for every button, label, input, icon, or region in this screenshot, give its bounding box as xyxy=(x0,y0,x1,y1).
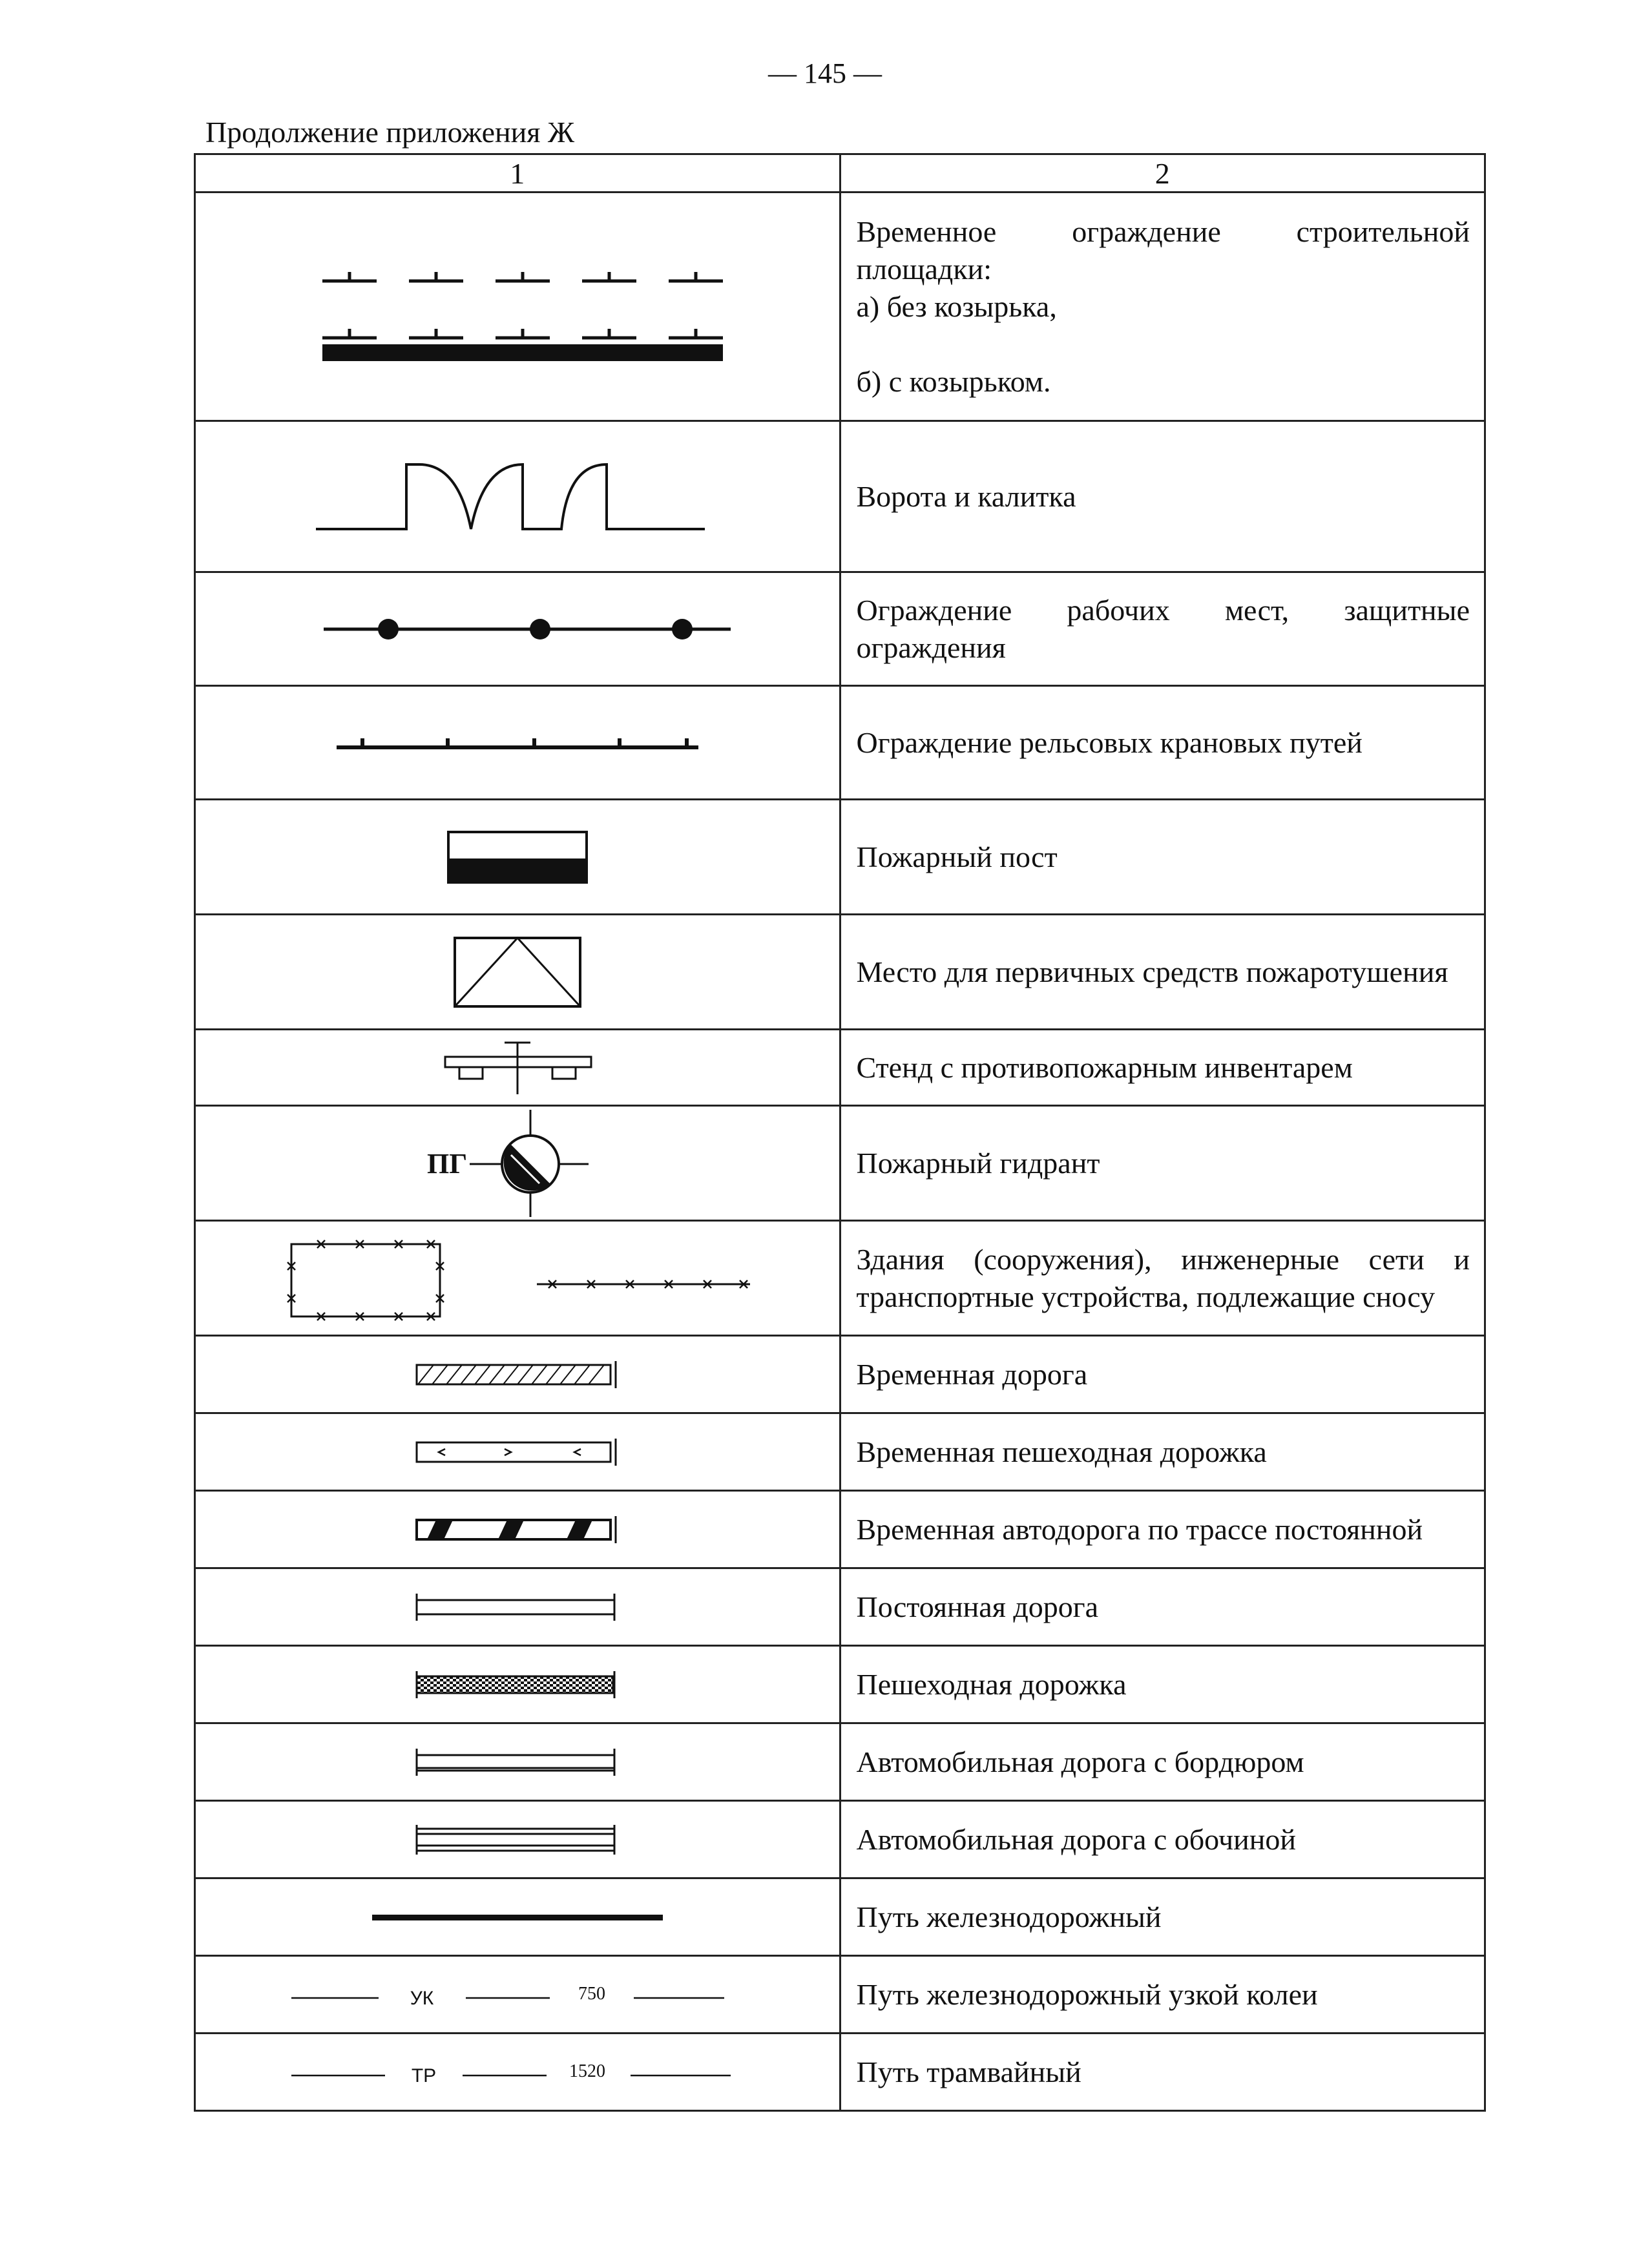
symbol-cell xyxy=(195,2034,841,2111)
symbol-cell xyxy=(195,686,841,800)
gauge-label: УК xyxy=(410,1987,434,2009)
crane-rail-fence-symbol xyxy=(291,727,744,759)
gauge-value: 1520 xyxy=(569,2061,605,2081)
column-header-1: 1 xyxy=(195,154,841,192)
page-number: — 145 — xyxy=(768,57,882,89)
temporary-motor-road-symbol xyxy=(414,1514,621,1546)
workplace-fence-symbol xyxy=(291,610,744,649)
table-row xyxy=(195,1801,1485,1878)
row-description: Временная дорога xyxy=(840,1336,1485,1413)
symbol-cell xyxy=(195,1221,841,1336)
pedestrian-path-symbol xyxy=(414,1669,621,1701)
row-description: Ворота и калитка xyxy=(840,421,1485,572)
row-description: Пешеходная дорожка xyxy=(840,1646,1485,1723)
gauge-value: 750 xyxy=(578,1983,605,2004)
table-row xyxy=(195,1491,1485,1568)
symbol-cell xyxy=(195,1878,841,1956)
symbol-cell xyxy=(195,1568,841,1646)
table-row xyxy=(195,1646,1485,1723)
symbol-cell xyxy=(195,800,841,915)
row-description: Временная автодорога по трассе постоянной xyxy=(840,1491,1485,1568)
temporary-fence-symbol xyxy=(291,242,744,371)
row-description: Временная пешеходная дорожка xyxy=(840,1413,1485,1491)
row-description: Автомобильная дорога с обочиной xyxy=(840,1801,1485,1878)
row-description: Путь железнодорожный узкой колеи xyxy=(840,1956,1485,2034)
row-description: Пожарный пост xyxy=(840,800,1485,915)
column-header-2: 2 xyxy=(840,154,1485,192)
table-row xyxy=(195,572,1485,686)
fire-post-symbol xyxy=(446,830,589,884)
symbol-cell xyxy=(195,1336,841,1413)
table-row xyxy=(195,1336,1485,1413)
table-row xyxy=(195,1956,1485,2034)
railway-symbol xyxy=(356,1908,679,1927)
row-description: Стенд с противопожарным инвентарем xyxy=(840,1030,1485,1106)
symbol-cell xyxy=(195,1801,841,1878)
symbol-cell xyxy=(195,421,841,572)
fire-extinguishing-place-symbol xyxy=(453,936,582,1008)
gauge-label: ТР xyxy=(411,2065,436,2086)
table-row xyxy=(195,1568,1485,1646)
symbol-cell xyxy=(195,192,841,421)
symbol-cell xyxy=(195,1030,841,1106)
row-description: Постоянная дорога xyxy=(840,1568,1485,1646)
road-with-curb-symbol xyxy=(414,1746,621,1778)
table-row xyxy=(195,1723,1485,1801)
table-row xyxy=(195,1221,1485,1336)
narrow-gauge-railway-symbol xyxy=(285,1979,750,2011)
row-description: Путь трамвайный xyxy=(840,2034,1485,2111)
symbol-cell xyxy=(195,572,841,686)
symbol-cell xyxy=(195,1956,841,2034)
appendix-caption: Продолжение приложения Ж xyxy=(205,116,575,149)
row-description: Автомобильная дорога с бордюром xyxy=(840,1723,1485,1801)
row-description: Здания (сооружения), инженерные сети и транспортные устройства, подлежащие сносу xyxy=(840,1221,1485,1336)
road-with-shoulder-symbol xyxy=(414,1824,621,1856)
table-row xyxy=(195,800,1485,915)
temporary-pedestrian-path-symbol xyxy=(414,1436,621,1468)
permanent-road-symbol xyxy=(414,1591,621,1623)
table-row xyxy=(195,421,1485,572)
legend-table xyxy=(194,153,1486,2112)
row-description: Пожарный гидрант xyxy=(840,1106,1485,1221)
hydrant-label: ПГ xyxy=(426,1147,467,1180)
header-row xyxy=(195,154,1485,192)
table-row xyxy=(195,2034,1485,2111)
row-description: Путь железнодорожный xyxy=(840,1878,1485,1956)
table-row xyxy=(195,1106,1485,1221)
symbol-cell xyxy=(195,1491,841,1568)
row-description: Место для первичных средств пожаротушения xyxy=(840,915,1485,1030)
fire-hydrant-symbol xyxy=(427,1108,608,1218)
row-description: Временное ограждение строительной площадки: а) без козырька, б) с козырьком. xyxy=(840,192,1485,421)
symbol-cell xyxy=(195,1413,841,1491)
fire-equipment-stand-symbol xyxy=(440,1039,595,1097)
demolition-symbol xyxy=(253,1230,782,1327)
symbol-cell xyxy=(195,1723,841,1801)
table-row xyxy=(195,1030,1485,1106)
table-row xyxy=(195,686,1485,800)
symbol-cell xyxy=(195,1646,841,1723)
symbol-cell xyxy=(195,1106,841,1221)
gate-and-wicket-symbol xyxy=(291,452,744,542)
table-row xyxy=(195,915,1485,1030)
symbol-cell xyxy=(195,915,841,1030)
temporary-road-symbol xyxy=(414,1358,621,1391)
row-description: Ограждение рельсовых крановых путей xyxy=(840,686,1485,800)
tram-track-symbol xyxy=(285,2056,750,2088)
row-description: Ограждение рабочих мест, защитные ограждения xyxy=(840,572,1485,686)
table-row xyxy=(195,1413,1485,1491)
table-row xyxy=(195,192,1485,421)
table-row xyxy=(195,1878,1485,1956)
